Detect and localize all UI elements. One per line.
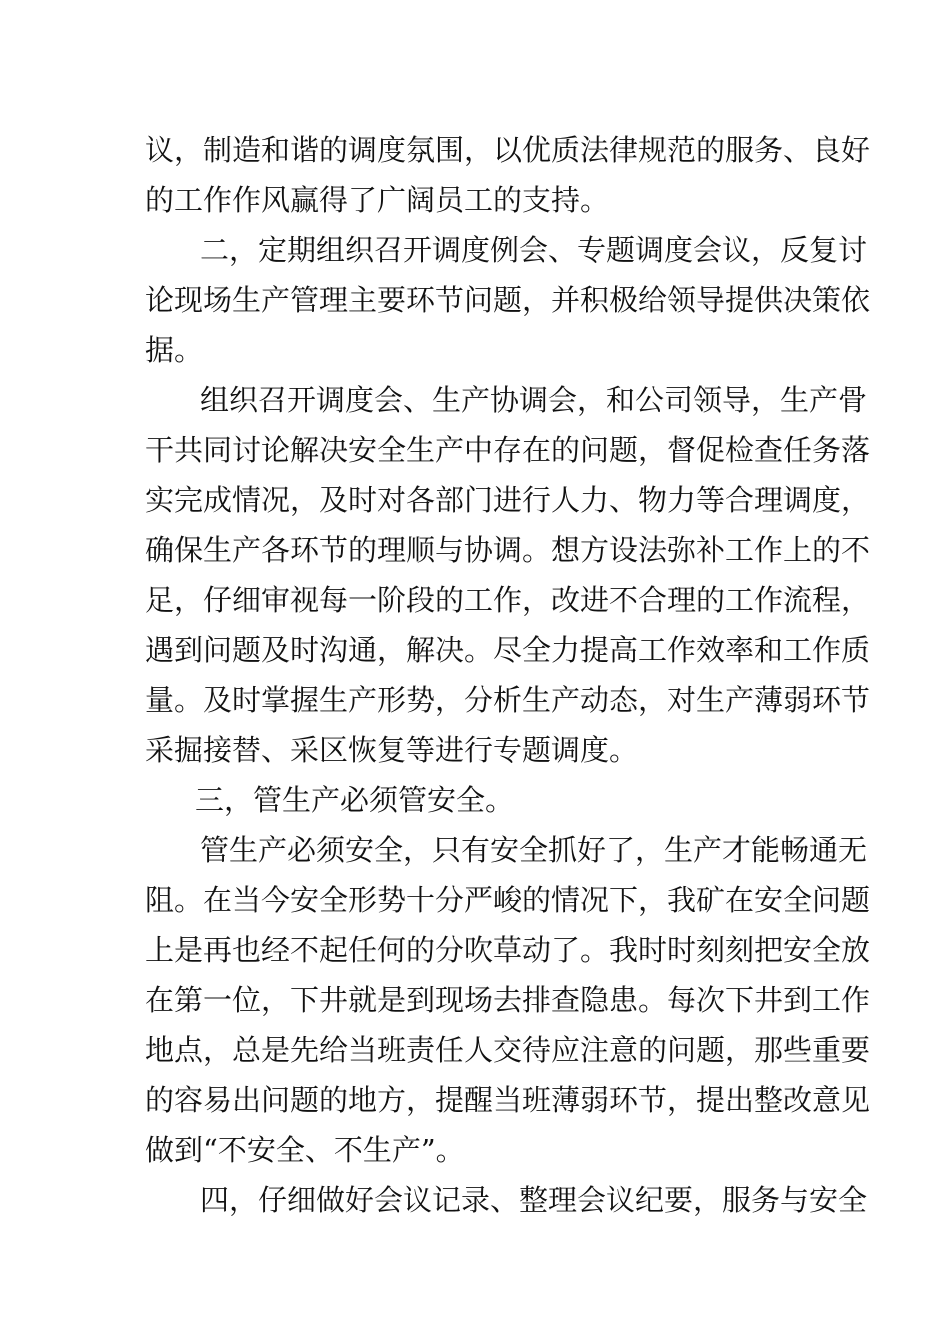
- text-line: 据。: [145, 333, 204, 367]
- text-line: 组织召开调度会、生产协调会，和公司领导，生产骨: [200, 383, 868, 417]
- text-line: 量。及时掌握生产形势，分析生产动态，对生产薄弱环节: [145, 683, 871, 717]
- text-line: 干共同讨论解决安全生产中存在的问题，督促检查任务落: [145, 433, 871, 467]
- text-line: 在第一位，下井就是到现场去排查隐患。每次下井到工作: [145, 983, 871, 1017]
- text-line: 做到“不安全、不生产”。: [145, 1133, 465, 1167]
- text-line: 二，定期组织召开调度例会、专题调度会议，反复讨: [200, 233, 868, 267]
- text-line: 足，仔细审视每一阶段的工作，改进不合理的工作流程，: [145, 583, 871, 617]
- text-line: 上是再也经不起任何的分吹草动了。我时时刻刻把安全放: [145, 933, 871, 967]
- text-line: 的容易出问题的地方，提醒当班薄弱环节，提出整改意见: [145, 1083, 871, 1117]
- text-line: 四，仔细做好会议记录、整理会议纪要，服务与安全: [200, 1183, 868, 1217]
- text-line: 议，制造和谐的调度氛围，以优质法律规范的服务、良好: [145, 133, 871, 167]
- text-line: 论现场生产管理主要环节问题，并积极给领导提供决策依: [145, 283, 871, 317]
- text-line: 地点，总是先给当班责任人交待应注意的问题，那些重要: [145, 1033, 871, 1067]
- text-line: 阻。在当今安全形势十分严峻的情况下，我矿在安全问题: [145, 883, 871, 917]
- text-line: 三，管生产必须管安全。: [195, 783, 515, 817]
- text-line: 实完成情况，及时对各部门进行人力、物力等合理调度，: [145, 483, 871, 517]
- text-line: 确保生产各环节的理顺与协调。想方设法弥补工作上的不: [145, 533, 871, 567]
- text-line: 管生产必须安全，只有安全抓好了，生产才能畅通无: [200, 833, 868, 867]
- text-line: 的工作作风赢得了广阔员工的支持。: [145, 183, 610, 217]
- text-line: 采掘接替、采区恢复等进行专题调度。: [145, 733, 639, 767]
- text-line: 遇到问题及时沟通，解决。尽全力提高工作效率和工作质: [145, 633, 871, 667]
